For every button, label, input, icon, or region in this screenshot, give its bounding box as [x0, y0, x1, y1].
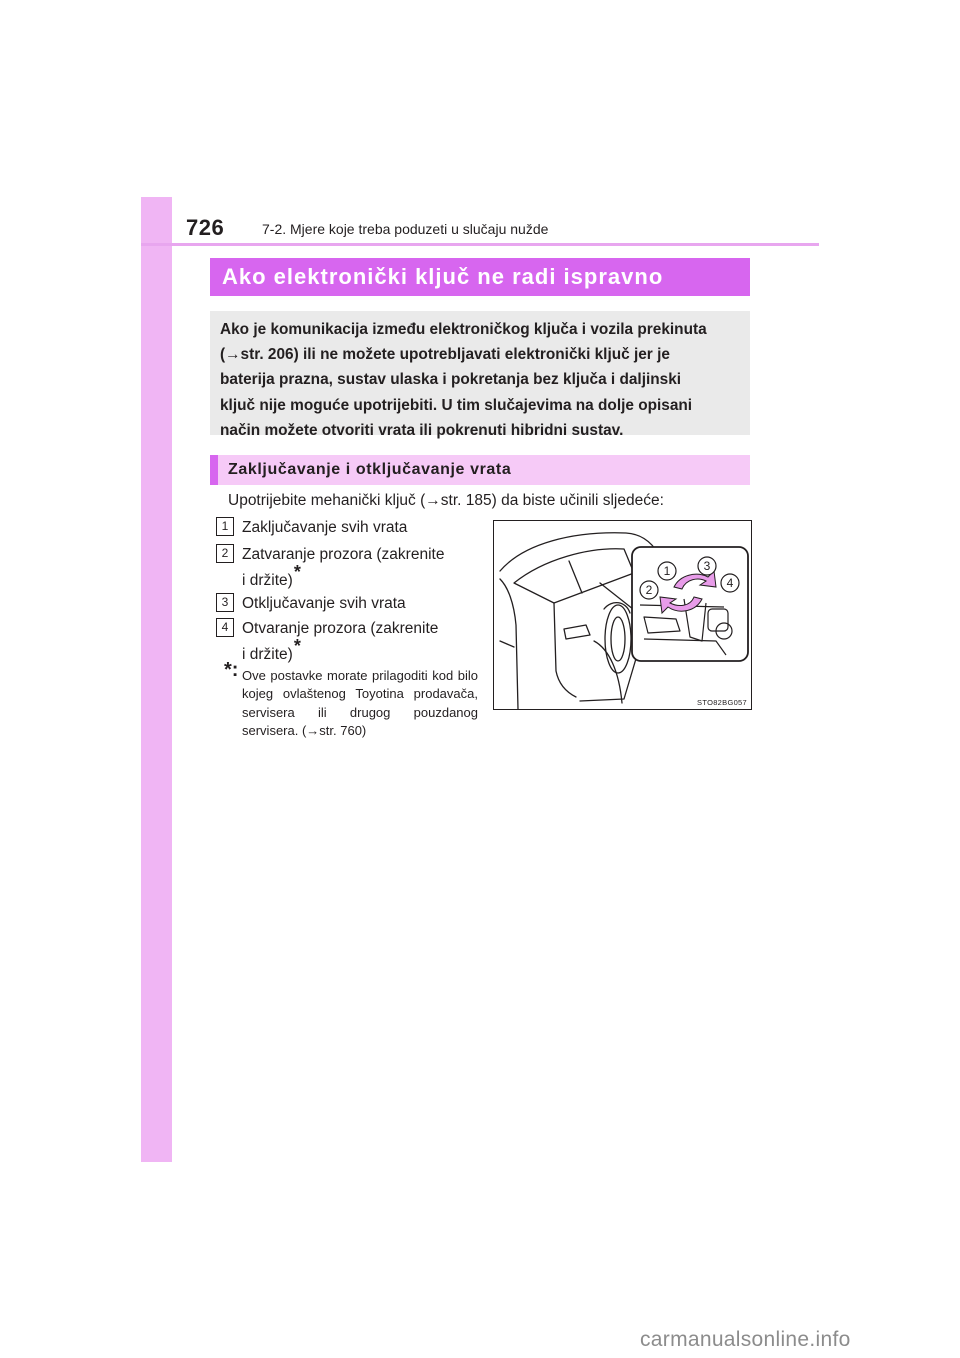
wheel-arch — [605, 605, 631, 673]
intro-line: Ako je komunikacija između elektroničkog ključa i vozila prekinuta — [220, 321, 707, 338]
intro-line: (→str. 206) ili ne možete upotrebljavati elektronički ključ jer je — [220, 346, 670, 364]
step-line: i držite) — [242, 646, 293, 663]
step-1 — [216, 516, 478, 540]
footnote — [224, 659, 478, 740]
step-number: 1 — [216, 517, 234, 536]
chapter-title: 7-2. Mjere koje treba poduzeti u slučaju nužde — [262, 221, 549, 237]
window-pillar — [569, 561, 582, 593]
callout-number: 3 — [703, 559, 711, 573]
step-3 — [216, 592, 478, 616]
wheel — [611, 617, 625, 661]
watermark: carmanualsonline.info — [640, 1328, 851, 1351]
step-text — [242, 543, 478, 593]
footnote-text: Ove postavke morate prilagoditi kod bilo kojeg ovlaštenog Toyotina prodavača, servisera ili drugog pouzdanog servisera. (→str. 760) — [242, 668, 478, 738]
step-line: Otvaranje prozora (zakrenite — [242, 620, 439, 637]
step-2 — [216, 543, 478, 593]
header-rule — [141, 243, 819, 246]
page-number: 726 — [186, 215, 225, 240]
intro-line: baterija prazna, sustav ulaska i pokretanja bez ključa i daljinski — [220, 371, 682, 389]
door-crease — [594, 641, 622, 703]
superscript-mark: * — [293, 636, 301, 656]
section-title: Ako elektronički ključ ne radi ispravno — [210, 258, 750, 296]
figure-code: STO82BG057 — [697, 698, 747, 707]
footnote-mark: *: — [224, 659, 239, 681]
step-line: Zatvaranje prozora (zakrenite — [242, 546, 445, 563]
callout-number: 1 — [663, 564, 671, 578]
lead-text: Upotrijebite mehanički ključ (→str. 185) da biste učinili sljedeće: — [228, 492, 664, 509]
step-number: 3 — [216, 593, 234, 612]
step-number: 4 — [216, 618, 234, 637]
door-handle — [564, 625, 590, 639]
car-door-key-figure — [493, 520, 752, 710]
step-text: Zaključavanje svih vrata — [242, 519, 408, 536]
step-number: 2 — [216, 544, 234, 563]
rear-pillar — [500, 579, 518, 709]
side-band — [141, 197, 172, 1162]
superscript-mark: * — [293, 562, 301, 582]
intro-box — [210, 311, 750, 439]
step-text — [242, 617, 478, 667]
callout-number: 4 — [726, 576, 734, 590]
callout-number: 2 — [645, 583, 653, 597]
step-text: Otključavanje svih vrata — [242, 595, 406, 612]
step-4 — [216, 617, 478, 667]
intro-line: ključ nije moguće upotrijebiti. U tim slučajevima na dolje opisani — [220, 396, 693, 414]
step-line: i držite) — [242, 572, 293, 589]
door-seam — [554, 603, 576, 697]
subsection-title: Zaključavanje i otključavanje vrata — [210, 455, 750, 485]
car-door-illustration — [494, 521, 751, 709]
intro-line: način možete otvoriti vrata ili pokrenuti hibridni sustav. — [220, 421, 624, 439]
body-line — [500, 641, 514, 647]
